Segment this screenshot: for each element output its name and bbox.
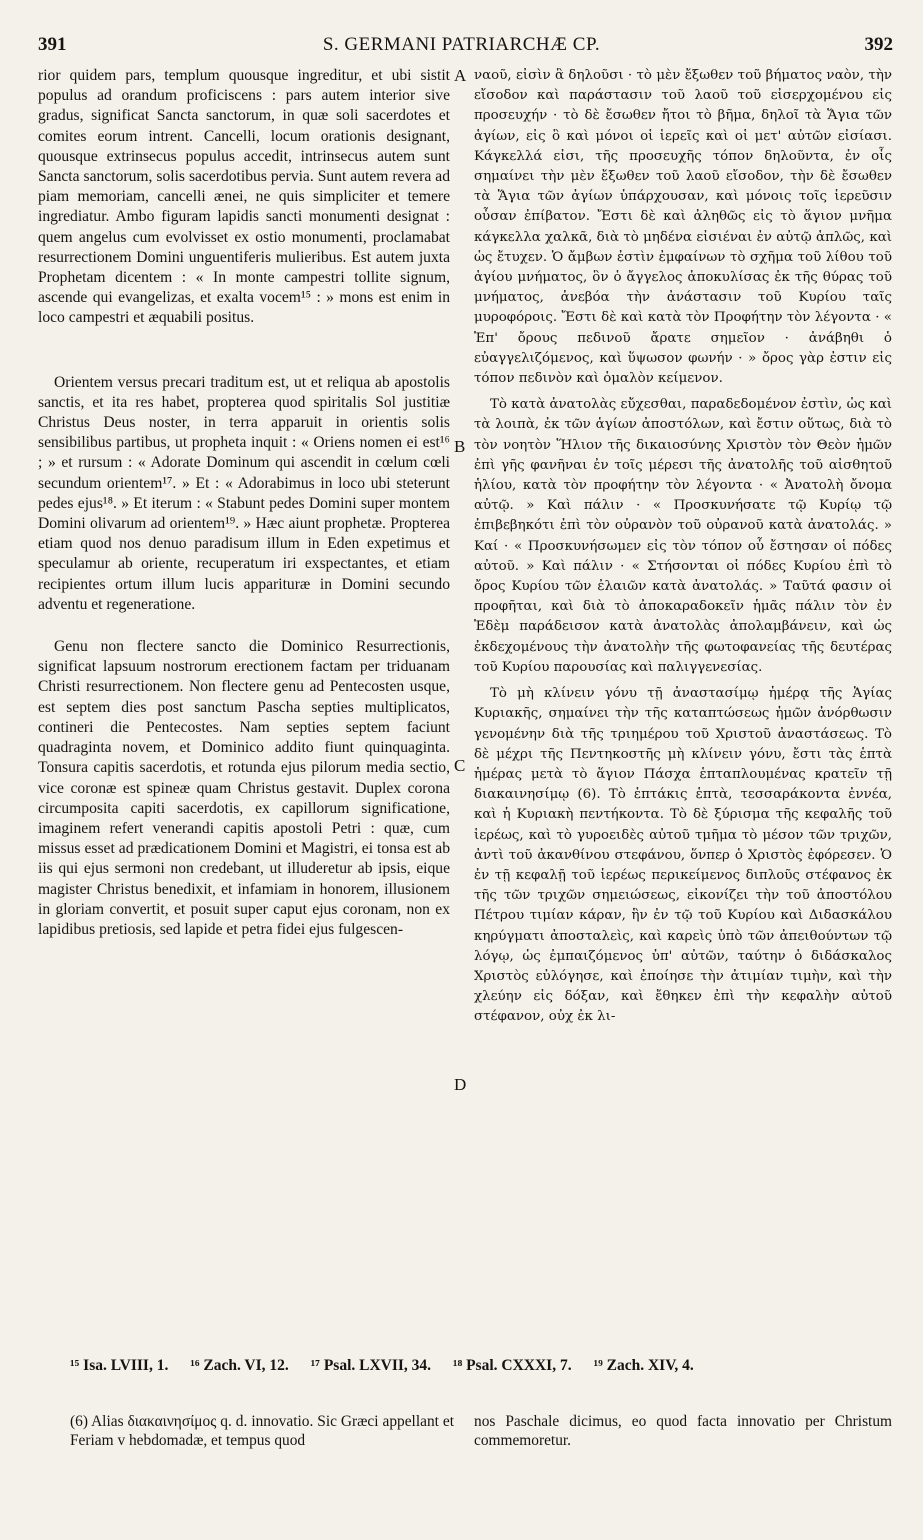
greek-column <box>474 66 892 1028</box>
footnote-15: ¹⁵ Isa. LVIII, 1. <box>70 1357 169 1374</box>
scripture-footnotes <box>70 1357 890 1375</box>
footnote-18: ¹⁸ Psal. CXXXI, 7. <box>452 1357 572 1374</box>
margin-letter-b: B <box>454 437 466 456</box>
margin-letter-c: C <box>454 756 466 775</box>
greek-paragraph-orient: Τὸ κατὰ ἀνατολὰς εὔχεσθαι, παραδεδομένον ἐστὶν, ὡς καὶ τὰ λοιπὰ, ἐκ τῶν ἁγίων ἀποστόλων, καὶ ἔστιν οὕτως, διὰ τὸ τὸν νοητὸν Ἥλιον τῆς δικαιοσύνης Χριστὸν τὸν Θεὸν ἡμῶν ἐπὶ γῆς φανῆναι ἐν τοῖς μέρεσι τῆς ἀνατολῆς τοῦ αἰσθητοῦ ἡλίου, κατὰ τὸν προφήτην τὸν λέγοντα · « Ἀνατολὴ ὄνομα αὐτῷ. » Καὶ πάλιν · « Προσκυνήσατε τῷ Κυρίῳ τῷ ἐπιβεβηκότι ἐπὶ τὸν οὐρανὸν τοῦ οὐρανοῦ κατὰ ἀνατολάς. » Καί · « Προσκυνήσωμεν εἰς τὸν τόπον οὗ ἔστησαν οἱ πόδες αὐτοῦ. » Καὶ πάλιν · « Στήσονται οἱ πόδες Κυρίου ἐπὶ τὸ ὄρος Κυρίου τῶν ἐλαιῶν κατὰ ἀνατολάς. » Ταῦτά φασιν οἱ προφῆται, καὶ διὰ τὸ ἀποκαραδοκεῖν ἡμᾶς πάλιν τὸν ἐν Ἐδὲμ παράδεισον κατὰ ἀνατολὰς ἀπολαμβάνειν, καὶ ὡς ἐκδεχομένους τὴν ἀνατολὴν τῆς φωτοφανείας τῆς δευτέρας τοῦ Κυρίου παρουσίας καὶ παλιγγενεσίας. <box>474 397 892 675</box>
latin-paragraph-genu: Genu non flectere sancto die Dominico Resurrectionis, significat lapsuum nostrorum erectionem factam per triduanam Christi resurrectionem. Non flectere genu ad Pentecosten usque, est septem dies post sanctum Pascha septies multiplicatos, contineri die Pentecostes. Nam septies septem faciunt quadraginta novem, et Dominico addito fiunt quinquaginta. Tonsura capitis sacerdotis, et rotunda ejus pilorum media sectio, vice coronæ est spineæ quam Christus gestavit. Duplex corona circumposita capiti sacerdotis, ex capillorum significatione, imaginem refert venerandi capitis apostoli Petri : quæ, cum missus esset ad prædicationem Domini et Magistri, ei tonsa est ab iis qui ejus sermoni non credebant, ut illuderetur ab ipsis, eique magister Christus benedixit, et infamiam in honorem, illusionem in gloriam convertit, et posuit super caput ejus coronam, non ex lapidibus pretiosis, sed lapide et petra fidei ejus fulgescen- <box>38 638 450 938</box>
latin-column <box>38 66 450 940</box>
greek-paragraph-genu: Τὸ μὴ κλίνειν γόνυ τῇ ἀναστασίμῳ ἡμέρᾳ τῆς Ἁγίας Κυριακῆς, σημαίνει τὴν τῆς καταπτώσεως ἡμῶν ἀνόρθωσιν γενομένην διὰ τῆς τριημέρου τοῦ Χριστοῦ ἀναστάσεως. Τὸ δὲ μέχρι τῆς Πεντηκοστῆς μὴ κλίνειν γόνυ, ἔστι τὰς ἑπτὰ ἡμέρας μετὰ τὸ ἅγιον Πάσχα ἑπταπλουμένας κρατεῖν τῇ διακαινησίμῳ (6). Τὸ ἑπτάκις ἑπτὰ, τεσσαράκοντα ἐννέα, καὶ ἡ Κυριακὴ πεντήκοντα. Τὸ δὲ ξύρισμα τῆς κεφαλῆς τοῦ ἱερέως, καὶ τὸ γυροειδὲς αὐτοῦ τμῆμα τὸ μέσον τῶν τριχῶν, ἀντὶ τοῦ ἀκανθίνου στεφάνου, ὅνπερ ὁ Χριστὸς ἐφόρεσεν. Ὁ ἐν τῇ κεφαλῇ τοῦ ἱερέως περικείμενος διπλοῦς στέφανος ἐκ τῆς τῶν τριχῶν σημειώσεως, εἰκονίζει τὴν τοῦ ἀποστόλου Πέτρου τιμίαν κάραν, ἣν ἐν τῷ τοῦ Κυρίου καὶ Διδασκάλου κηρύγματι ἀποσταλεὶς, καὶ καρεὶς ὑπὸ τῶν ἀπειθούντων τῷ λόγῳ, ὡς ἐμπαιζόμενος ὑπ' αὐτῶν, ταύτην ὁ διδάσκαλος Χριστὸς εὐλόγησε, καὶ ἐποίησε τὴν ἀτιμίαν τιμὴν, καὶ τὴν χλεύην εἰς δόξαν, καὶ ἔθηκεν ἐπὶ τὴν κεφαλὴν αὐτοῦ στέφανον, οὐχ ἐκ λι- <box>474 686 892 1025</box>
footnote-16: ¹⁶ Zach. VI, 12. <box>190 1357 289 1374</box>
footnote-17: ¹⁷ Psal. LXVII, 34. <box>310 1357 432 1374</box>
page-number-left: 391 <box>38 34 67 55</box>
margin-letter-d: D <box>454 1075 467 1094</box>
footnote-19: ¹⁹ Zach. XIV, 4. <box>593 1357 694 1374</box>
running-title: S. GERMANI PATRIARCHÆ CP. <box>322 34 601 55</box>
margin-letter-a: A <box>454 66 467 85</box>
editor-note-right: nos Paschale dicimus, eo quod facta innovatio per Christum commemoretur. <box>474 1413 892 1449</box>
latin-paragraph-orient: Orientem versus precari traditum est, ut et reliqua ab apostolis sanctis, et ita res habet, propterea quod spiritalis Sol justitiæ Christus Deus noster, in terra apparuit in orientis solis sensibilibus partibus, ut propheta inquit : « Oriens nomen ei est¹⁶ ; » et rursum : « Adorate Dominum qui ascendit in cœlum cœli secundum orientem¹⁷. » Et : « Adorabimus in loco ubi steterunt pedes ejus¹⁸. » Et iterum : « Stabunt pedes Domini super montem Domini olivarum ad orientem¹⁹. » Hæc aiunt prophetæ. Propterea etiam quod nos denuo paradisum illum in Eden expetimus et speculamur ab oriente, recuperatum iri exspectantes, et etiam recipientes ortum illum lucis apparituræ in Domini secundo adventu et regeneratione. <box>38 373 450 613</box>
latin-paragraph-ambo: rior quidem pars, templum quousque ingreditur, et ubi sistit populus ad orandum proficiscens : pars autem interior sive gradus, significat Sancta sanctorum, in quæ soli sacerdotes et comites eorum intrent. Cancelli, locum orationis designant, quousque extrinsecus populus accedit, intrinsecus autem sunt Sancta sanctorum, solis sacerdotibus pervia. Sunt autem revera ad piam memoriam, cancelli ænei, ne quis simpliciter et temere ingrediatur. Ambo figuram lapidis sancti monumenti designat : quem angelus cum evolvisset ex ostio monumenti, proclamabat resurrectionem Domini unguentiferis mulieribus. Est autem juxta Prophetam dicentem : « In monte campestri tollite signum, ascende qui evangelizas, et exalta vocem¹⁵ : » mons est enim in loco campestri et æquabili positus. <box>38 67 450 327</box>
running-header <box>0 22 923 55</box>
greek-paragraph-ambo: ναοῦ, εἰσὶν ἃ δηλοῦσι · τὸ μὲν ἔξωθεν τοῦ βήματος ναὸν, τὴν εἴσοδον καὶ παράστασιν τοῦ λαοῦ τοῦ εἰσερχομένου εἰς προσευχήν · τὸ δὲ ἔσωθεν ἤτοι τὸ βῆμα, δηλοῖ τὰ Ἅγια τῶν ἁγίων, εἰς ὃ καὶ μόνοι οἱ ἱερεῖς καὶ οἱ μετ' αὐτῶν εἰσίασι. Κάγκελλά εἰσι, τῆς προσευχῆς τόπον δηλοῦντα, ἐν οἷς σημαίνει τὴν μὲν ἔξωθεν τοῦ λαοῦ εἴσοδον, τὴν δὲ ἔσωθεν τὰ Ἅγια τῶν ἁγίων ὑπάρχουσαν, καὶ μόνοις τοῖς ἱερεῦσιν οὖσαν ἐπίβατον. Ἔστι δὲ καὶ ἀληθῶς εἰς τὸ ἅγιον μνῆμα κάγκελλα χαλκᾶ, διὰ τὸ μηδένα εἰσιέναι ἐν αὐτῷ ἁπλῶς, καὶ ὡς ἔτυχεν. Ὁ ἄμβων ἐστὶν ἐμφαίνων τὸ σχῆμα τοῦ λίθου τοῦ ἁγίου μνήματος, ὃν ὁ ἄγγελος ἀποκυλίσας ἐκ τῆς θύρας τοῦ μνήματος, ἀνεβόα τὴν ἀνάστασιν τοῦ Κυρίου ταῖς μυροφόροις. Ἔστι δὲ καὶ κατὰ τὸν Προφήτην τὸν λέγοντα · « Ἐπ' ὄρους πεδινοῦ ἄρατε σημεῖον · ἀνάβηθι ὁ εὐαγγελιζόμενος, καὶ ὕψωσον φωνήν · » ὄρος γὰρ ἐστιν εἰς τόπον πεδινὸν καὶ ὁμαλὸν κείμενον. <box>474 68 892 387</box>
editor-note-left: (6) Alias διακαινησίμος q. d. innovatio. Sic Græci appellant et Feriam v hebdomadæ, et tempus quod <box>70 1413 454 1449</box>
page-number-right: 392 <box>864 34 893 55</box>
